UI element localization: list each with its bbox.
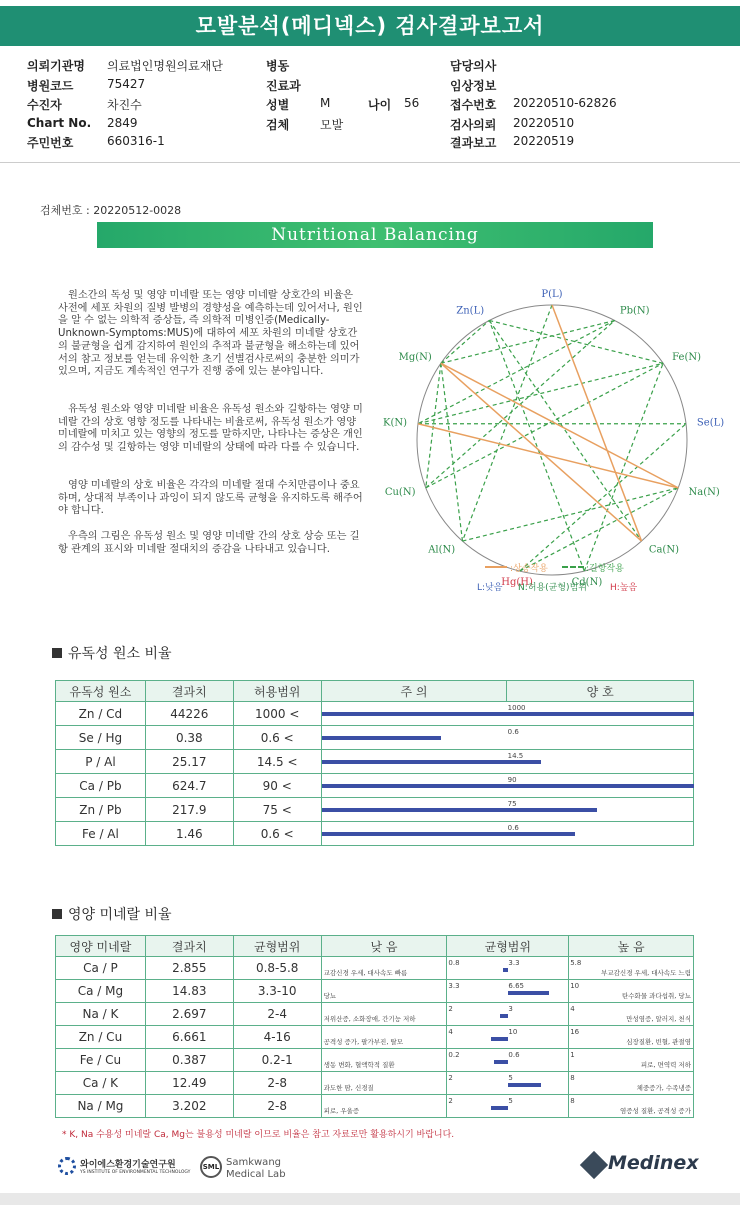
ratio-name: Na / Mg xyxy=(56,1095,146,1118)
ratio-name: Ca / P xyxy=(56,957,146,980)
ratio-range: 2-8 xyxy=(233,1095,321,1118)
ratio-range: 90 < xyxy=(233,774,321,798)
ratio-bar xyxy=(322,736,441,740)
ratio-name: Na / K xyxy=(56,1003,146,1026)
header-value: 20220519 xyxy=(513,134,575,148)
antagonism-line xyxy=(441,320,489,363)
wheel-node-label: Se(L) xyxy=(696,417,725,429)
low-remark-cell xyxy=(321,1049,447,1072)
ratio-result: 1.46 xyxy=(145,822,233,846)
tick-mid: 5 xyxy=(508,1097,513,1105)
ratio-bar xyxy=(322,808,597,812)
ratio-bar-cell xyxy=(321,726,693,750)
ratio-result: 2.855 xyxy=(145,957,233,980)
col-header: 주 의 xyxy=(321,681,507,702)
header-value: 차진수 xyxy=(107,98,142,112)
ratio-bar xyxy=(322,760,541,764)
header-value: M xyxy=(320,96,331,110)
low-remark-cell xyxy=(321,1095,447,1118)
high-remark: 염증성 질환, 공격성 증가 xyxy=(619,1107,691,1115)
balance-bar xyxy=(503,968,508,972)
ratio-result: 44226 xyxy=(145,702,233,726)
nutrient-section-heading xyxy=(52,904,172,924)
tick-mid: 0.6 xyxy=(508,1051,520,1059)
org2-subtitle: Medical Lab xyxy=(226,1169,286,1180)
table-row xyxy=(56,1072,694,1095)
table-row xyxy=(56,774,694,798)
antagonism-line xyxy=(462,488,678,541)
col-header: 유독성 원소 xyxy=(56,681,146,702)
tick-low: 0.8 xyxy=(448,959,460,967)
header-label: 성별 xyxy=(266,98,290,112)
balance-bar-cell xyxy=(447,1072,569,1095)
antagonism-line xyxy=(441,320,615,363)
ratio-name: Zn / Pb xyxy=(56,798,146,822)
ratio-range: 0.8-5.8 xyxy=(233,957,321,980)
tick-mid: 10 xyxy=(508,1028,518,1036)
antagonism-line xyxy=(441,363,463,541)
header-value: 20220510 xyxy=(513,116,575,130)
antagonism-line-icon xyxy=(562,566,584,568)
header-label: 나이 xyxy=(368,98,392,112)
col-header: 영양 미네랄 xyxy=(56,936,146,957)
balance-bar xyxy=(508,1083,541,1087)
ratio-range: 3.3-10 xyxy=(233,980,321,1003)
section-banner: Nutritional Balancing xyxy=(97,222,653,248)
ratio-bar-cell xyxy=(321,750,693,774)
synergy-line xyxy=(552,305,642,541)
ratio-result: 217.9 xyxy=(145,798,233,822)
ratio-result: 12.49 xyxy=(145,1072,233,1095)
balance-bar xyxy=(494,1060,509,1064)
header-label: Chart No. xyxy=(27,116,92,130)
high-remark-cell xyxy=(569,1049,694,1072)
tick-low: 2 xyxy=(448,1005,453,1013)
ratio-range: 2-4 xyxy=(233,1003,321,1026)
table-row xyxy=(56,798,694,822)
header-label: 병원코드 xyxy=(27,79,74,93)
wheel-node-label: Cd(N) xyxy=(571,576,603,588)
col-header: 결과치 xyxy=(145,936,233,957)
tick-low: 0.2 xyxy=(448,1051,460,1059)
ratio-bar xyxy=(322,832,575,836)
balance-bar-cell xyxy=(447,1026,569,1049)
tick-low: 3.3 xyxy=(448,982,460,990)
footnote: * K, Na 수용성 미네랄 Ca, Mg는 불용성 미네랄 이므로 비율은 참고 자료로만 활용하시기 바랍니다. xyxy=(62,1130,455,1140)
balance-bar-cell xyxy=(447,1003,569,1026)
balance-bar-cell xyxy=(447,1095,569,1118)
wheel-node-label: K(N) xyxy=(383,417,408,429)
ys-logo-icon xyxy=(58,1157,76,1175)
high-remark-cell xyxy=(569,1003,694,1026)
wheel-node-label: P(L) xyxy=(541,289,563,300)
ratio-bar xyxy=(322,784,694,788)
high-remark: 탄수화물 과다섭취, 당뇨 xyxy=(622,992,691,1000)
ratio-bar-cell xyxy=(321,822,693,846)
ratio-range: 14.5 < xyxy=(233,750,321,774)
col-header: 균형범위 xyxy=(233,936,321,957)
balance-bar xyxy=(491,1106,509,1110)
tick-high: 1 xyxy=(570,1051,575,1059)
low-remark: 피로, 우울증 xyxy=(323,1107,360,1115)
ratio-result: 2.697 xyxy=(145,1003,233,1026)
antagonism-line xyxy=(489,320,641,541)
high-remark: 심장질환, 빈혈, 관절염 xyxy=(626,1038,691,1046)
threshold-tick: 14.5 xyxy=(507,752,524,760)
wheel-circle xyxy=(417,305,687,575)
ratio-result: 25.17 xyxy=(145,750,233,774)
balance-bar xyxy=(500,1014,508,1018)
table-row xyxy=(56,957,694,980)
nutrient-section-title: 영양 미네랄 비율 xyxy=(68,907,172,923)
tick-mid: 6.65 xyxy=(508,982,524,990)
header-label: 병동 xyxy=(266,59,290,73)
ratio-name: Ca / K xyxy=(56,1072,146,1095)
low-remark: 저위산증, 소화장애, 간기능 저하 xyxy=(323,1015,416,1023)
header-label: 주민번호 xyxy=(27,136,74,150)
ratio-result: 624.7 xyxy=(145,774,233,798)
intro-paragraph: 원소간의 독성 및 영양 미네랄 또는 영양 미네랄 상호간의 비율은 사전에 세포 차원의 질병 발병의 경향성을 예측하는데 있어서나, 원인을 알 수 없는 의학적 증상들, 즉 의학적 미병인증(Medically-Unknown-Symptoms:MUS)에 대하여 세포 차원의 미네랄 상호간의 불균형을 쉽게 감지하여 원인의 추적과 불균형을 해소하는데 있어서의 참고 정보를 얻는데 유익한 초기 선별검사로써의 충분한 의미가 있으며, 지금도 계속적인 연구가 진행 중에 있는 분야입니다. xyxy=(58,290,363,378)
table-row xyxy=(56,726,694,750)
balance-bar xyxy=(491,1037,508,1041)
legend-normal: N:허용(균형)범위 xyxy=(518,583,587,593)
org1-name: 와이에스환경기술연구원 xyxy=(80,1160,176,1170)
col-header: 높 음 xyxy=(569,936,694,957)
header-value: 56 xyxy=(404,96,420,110)
header-label: 담당의사 xyxy=(450,59,497,73)
toxic-section-title: 유독성 원소 비율 xyxy=(68,646,172,662)
antagonism-line xyxy=(489,320,663,363)
ratio-range: 2-8 xyxy=(233,1072,321,1095)
threshold-tick: 0.6 xyxy=(507,728,519,736)
low-remark-cell xyxy=(321,957,447,980)
table-row xyxy=(56,980,694,1003)
low-remark-cell xyxy=(321,1026,447,1049)
header-label: 수진자 xyxy=(27,98,62,112)
tick-low: 4 xyxy=(448,1028,453,1036)
ratio-bar-cell xyxy=(321,702,693,726)
ratio-range: 0.6 < xyxy=(233,726,321,750)
balance-bar-cell xyxy=(447,980,569,1003)
ratio-name: Se / Hg xyxy=(56,726,146,750)
low-remark: 교감신경 우세, 대사속도 빠름 xyxy=(323,969,408,977)
high-remark: 체중증가, 수족냉증 xyxy=(636,1084,691,1092)
ratio-result: 14.83 xyxy=(145,980,233,1003)
high-remark-cell xyxy=(569,1072,694,1095)
wheel-node-label: Mg(N) xyxy=(398,352,432,364)
legend-antagonism: :길항작용 xyxy=(586,564,624,574)
header-value: 20220510-62826 xyxy=(513,96,617,110)
wheel-node-label: Zn(L) xyxy=(456,305,485,317)
table-row xyxy=(56,822,694,846)
ratio-bar xyxy=(322,712,694,716)
threshold-tick: 1000 xyxy=(507,704,526,712)
low-remark-cell xyxy=(321,1072,447,1095)
table-row xyxy=(56,1003,694,1026)
high-remark-cell xyxy=(569,1095,694,1118)
ratio-range: 75 < xyxy=(233,798,321,822)
divider xyxy=(0,162,740,163)
low-remark: 당뇨 xyxy=(323,992,337,1000)
tick-high: 8 xyxy=(570,1074,575,1082)
synergy-line-icon xyxy=(485,566,507,568)
legend-low: L:낮음 xyxy=(477,583,503,593)
high-remark-cell xyxy=(569,980,694,1003)
intro-paragraph: 영양 미네랄의 상호 비율은 각각의 미네랄 절대 수치만큼이나 중요하며, 상대적 부족이나 과잉이 되지 않도록 균형을 유지하도록 해주어야 합니다. xyxy=(58,480,363,517)
tick-low: 2 xyxy=(448,1074,453,1082)
bottom-margin xyxy=(0,1193,740,1205)
balance-bar-cell xyxy=(447,957,569,980)
col-header: 허용범위 xyxy=(233,681,321,702)
wheel-node-label: Na(N) xyxy=(688,486,720,498)
org1-subtitle: YS INSTITUTE OF ENVIRONMENTAL TECHNOLOGY xyxy=(80,1170,191,1175)
report-id: 검체번호 : 20220512-0028 xyxy=(40,204,182,217)
balance-bar xyxy=(508,991,549,995)
table-row xyxy=(56,750,694,774)
antagonism-line xyxy=(489,320,584,571)
high-remark-cell xyxy=(569,1026,694,1049)
ratio-result: 3.202 xyxy=(145,1095,233,1118)
ratio-result: 6.661 xyxy=(145,1026,233,1049)
sml-logo-icon: SML xyxy=(200,1156,222,1178)
medinex-logo-icon xyxy=(580,1151,608,1179)
table-row xyxy=(56,1049,694,1072)
ratio-result: 0.38 xyxy=(145,726,233,750)
balance-bar-cell xyxy=(447,1049,569,1072)
header-value: 모발 xyxy=(320,118,344,132)
nutrient-ratio-table xyxy=(55,935,694,1118)
ratio-name: Fe / Al xyxy=(56,822,146,846)
ratio-range: 0.2-1 xyxy=(233,1049,321,1072)
org3-name: Medinex xyxy=(608,1152,699,1174)
ratio-name: Zn / Cd xyxy=(56,702,146,726)
antagonism-line xyxy=(418,363,663,423)
high-remark-cell xyxy=(569,957,694,980)
legend-high: H:높음 xyxy=(610,583,638,593)
high-remark: 부교감신경 우세, 대사속도 느림 xyxy=(601,969,691,977)
ratio-range: 4-16 xyxy=(233,1026,321,1049)
ratio-name: Fe / Cu xyxy=(56,1049,146,1072)
tick-high: 8 xyxy=(570,1097,575,1105)
tick-mid: 3.3 xyxy=(508,959,520,967)
table-row xyxy=(56,702,694,726)
ratio-name: Ca / Mg xyxy=(56,980,146,1003)
ratio-name: Ca / Pb xyxy=(56,774,146,798)
header-label: 접수번호 xyxy=(450,98,497,112)
header-value: 2849 xyxy=(107,116,138,130)
square-bullet-icon xyxy=(52,909,62,919)
high-remark: 피로, 면역력 저하 xyxy=(640,1061,691,1069)
tick-high: 10 xyxy=(570,982,580,990)
header-label: 결과보고 xyxy=(450,136,497,150)
col-header: 양 호 xyxy=(507,681,694,702)
header-value: 75427 xyxy=(107,77,146,91)
tick-high: 5.8 xyxy=(570,959,582,967)
wheel-node-label: Ca(N) xyxy=(648,544,679,556)
threshold-tick: 90 xyxy=(507,776,517,784)
threshold-tick: 75 xyxy=(507,800,517,808)
tick-high: 16 xyxy=(570,1028,580,1036)
toxic-ratio-table xyxy=(55,680,694,846)
ratio-bar-cell xyxy=(321,774,693,798)
ratio-result: 0.387 xyxy=(145,1049,233,1072)
wheel-node-label: Al(N) xyxy=(428,544,456,556)
synergy-line xyxy=(418,424,678,488)
wheel-node-label: Cu(N) xyxy=(384,486,416,498)
wheel-node-label: Hg(H) xyxy=(501,576,533,588)
low-remark: 과도한 땀, 신경질 xyxy=(323,1084,374,1092)
intro-paragraph: 우측의 그림은 유독성 원소 및 영양 미네랄 간의 상호 상승 또는 길항 관계의 표시와 미네랄 절대치의 증감을 나타내고 있습니다. xyxy=(58,531,360,555)
header-label: 검사의뢰 xyxy=(450,118,497,132)
ratio-range: 0.6 < xyxy=(233,822,321,846)
toxic-section-heading xyxy=(52,643,172,663)
intro-paragraph: 유독성 원소와 영양 미네랄 비율은 유독성 원소와 길항하는 영양 미네랄 간의 상호 영향 정도를 나타내는 비율로써, 유독성 원소가 영양 미네랄에 미치고 있는 영향의 정도를 말하지만, 나타나는 증상은 개인의 감수성 및 길항하는 영양 미네랄의 상태에 따라 다를 수 있습니다. xyxy=(58,404,363,454)
header-label: 진료과 xyxy=(266,79,301,93)
wheel-node-label: Pb(N) xyxy=(619,305,650,317)
ratio-range: 1000 < xyxy=(233,702,321,726)
header-value: 의료법인명원의료재단 xyxy=(107,59,223,73)
wheel-node-label: Fe(N) xyxy=(672,352,702,364)
header-label: 임상정보 xyxy=(450,79,497,93)
legend-synergy: :상승작용 xyxy=(510,564,548,574)
tick-low: 2 xyxy=(448,1097,453,1105)
low-remark: 공격성 증가, 팔가부진, 탈모 xyxy=(323,1038,404,1046)
tick-mid: 3 xyxy=(508,1005,513,1013)
threshold-tick: 0.6 xyxy=(507,824,519,832)
tick-mid: 5 xyxy=(508,1074,513,1082)
square-bullet-icon xyxy=(52,648,62,658)
col-header: 결과치 xyxy=(145,681,233,702)
mineral-balance-wheel xyxy=(383,280,725,600)
ratio-name: Zn / Cu xyxy=(56,1026,146,1049)
org2-name: Samkwang xyxy=(226,1157,281,1168)
table-row xyxy=(56,1095,694,1118)
low-remark: 생동 변화, 혈액학적 질환 xyxy=(323,1061,395,1069)
header-label: 검체 xyxy=(266,118,290,132)
ratio-bar-cell xyxy=(321,798,693,822)
tick-high: 4 xyxy=(570,1005,575,1013)
ratio-name: P / Al xyxy=(56,750,146,774)
header-value: 660316-1 xyxy=(107,134,165,148)
header-label: 의뢰기관명 xyxy=(27,59,85,73)
col-header: 낮 음 xyxy=(321,936,447,957)
col-header: 균형범위 xyxy=(447,936,569,957)
table-row xyxy=(56,1026,694,1049)
low-remark-cell xyxy=(321,1003,447,1026)
high-remark: 만성염증, 알러지, 천식 xyxy=(626,1015,691,1023)
low-remark-cell xyxy=(321,980,447,1003)
report-title: 모발분석(메디넥스) 검사결과보고서 xyxy=(0,6,740,46)
